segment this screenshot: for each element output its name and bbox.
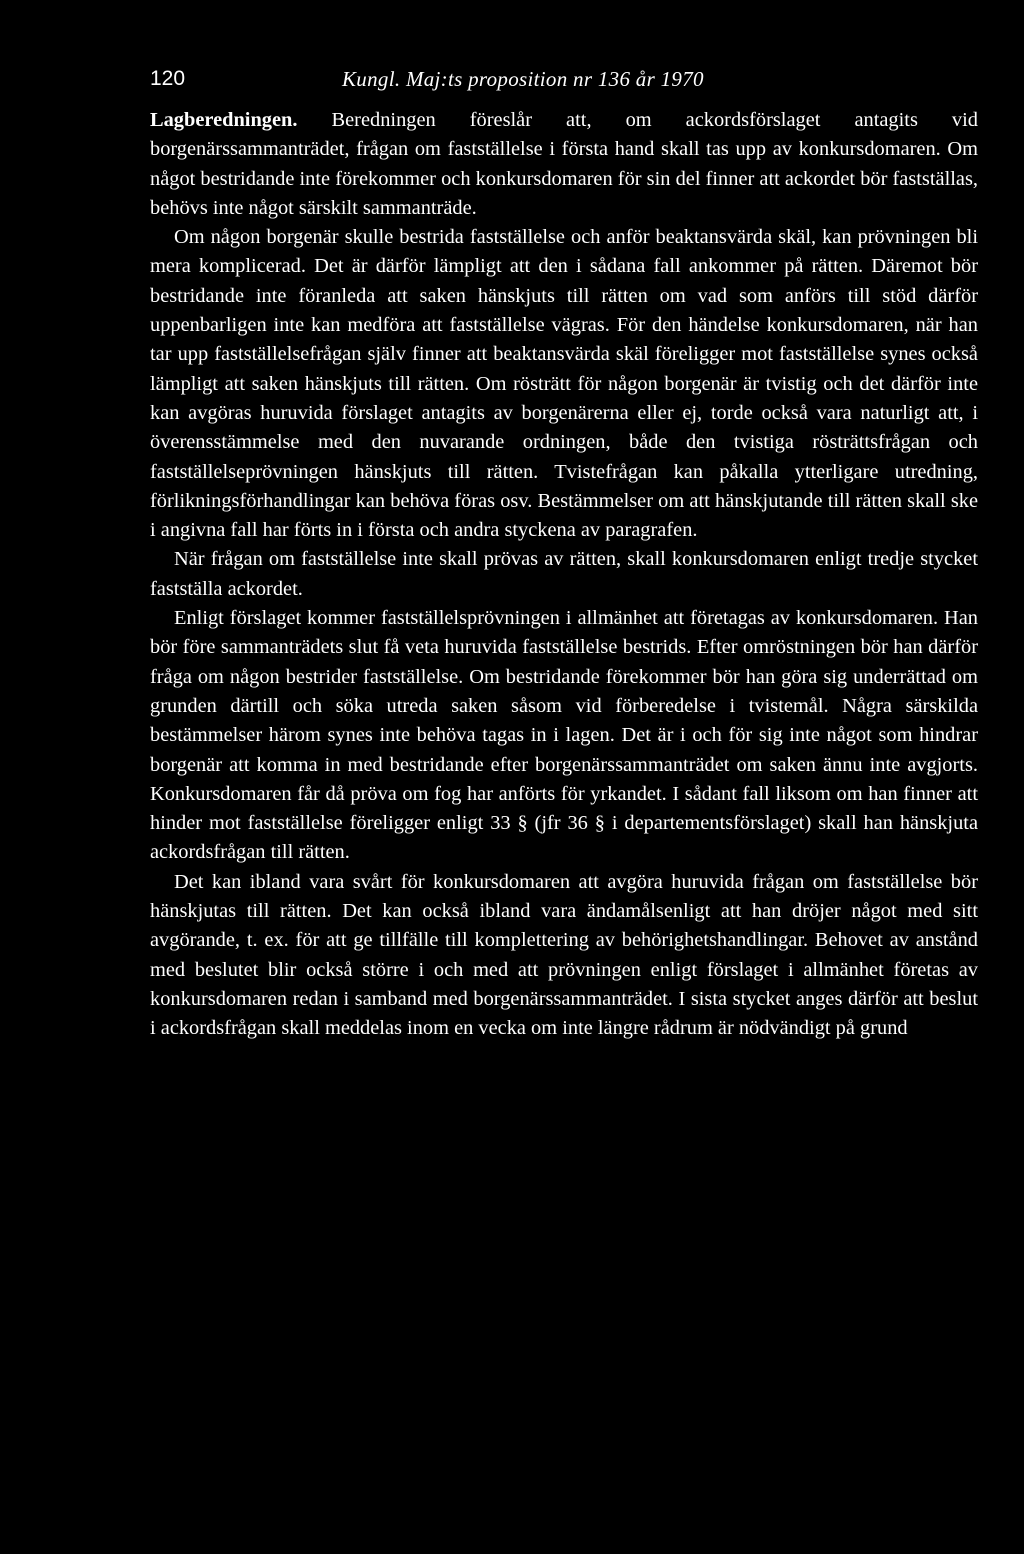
running-title: Kungl. Maj:ts proposition nr 136 år 1970	[342, 67, 704, 91]
paragraph: När frågan om fastställelse inte skall prövas av rätten, skall konkursdomaren enligt tredje stycket fastställa ackordet.	[150, 548, 978, 600]
paragraph: Om någon borgenär skulle bestrida fastställelse och anför beaktansvärda skäl, kan prövningen bli mera komplicerad. Det är därför lämpligt att den i sådana fall ankommer på rätten. Däremot bör bestridande inte föranleda att saken hänskjuts till rätten om vad som anförs till stöd därför uppenbarligen inte kan medföra att fastställelse vägras. För den händelse konkursdomaren, när han tar upp fastställelsefrågan själv finner att beaktansvärda skäl föreligger mot fastställelse synes också lämpligt att saken hänskjuts till rätten. Om rösträtt för någon borgenär är tvistig och det därför inte kan avgöras huruvida förslaget antagits av borgenärerna eller ej, torde också vara naturligt att, i överensstämmelse med den nuvarande ordningen, både den tvistiga rösträttsfrågan och fastställelseprövningen hänskjuts till rätten. Tvistefrågan kan påkalla ytterligare utredning, förlikningsförhandlingar kan behöva föras osv. Bestämmelser om att hänskjutande till rätten skall ske i angivna fall har förts in i första och andra styckena av paragrafen.	[150, 226, 978, 542]
paragraph-text: Beredningen föreslår att, om ackordsförslaget antagits vid borgenärssammanträdet, frågan om fastställelse i första hand skall tas upp av konkursdomaren. Om något bestridande inte förekommer och konkursdomaren för sin del finner att ackordet bör fastställas, behövs inte något särskilt sammanträde.	[150, 109, 978, 219]
page-number: 120	[150, 67, 186, 90]
body-text	[150, 106, 978, 1044]
document-page	[150, 62, 978, 1044]
paragraph: Enligt förslaget kommer fastställelsprövningen i allmänhet att företagas av konkursdomaren. Han bör före sammanträdets slut få veta huruvida fastställelse bestrids. Efter omröstningen bör han därför fråga om någon bestrider fastställelse. Om bestridande förekommer bör han göra sig underrättad om grunden därtill och söka utreda saken såsom vid förberedelse i tvistemål. Några särskilda bestämmelser härom synes inte behöva tagas in i lagen. Det är i och för sig inte något som hindrar borgenär att komma in med bestridande efter borgenärssammanträdet om saken ännu inte avgjorts. Konkursdomaren får då pröva om fog har anförts för yrkandet. I sådant fall liksom om han finner att hinder mot fastställelse föreligger enligt 33 § (jfr 36 § i departementsförslaget) skall han hänskjuta ackordsfrågan till rätten.	[150, 607, 978, 864]
section-lead: Lagberedningen.	[150, 109, 298, 131]
page-header	[150, 62, 978, 96]
paragraph: Det kan ibland vara svårt för konkursdomaren att avgöra huruvida frågan om fastställelse bör hänskjutas till rätten. Det kan också ibland vara ändamålsenligt att han dröjer något med sitt avgörande, t. ex. för att ge tillfälle till komplettering av behörighetshandlingar. Behovet av anstånd med beslutet blir också större i och med att prövningen enligt förslaget i allmänhet företas av konkursdomaren redan i samband med borgenärssammanträdet. I sista stycket anges därför att beslut i ackordsfrågan skall meddelas inom en vecka om inte längre rådrum är nödvändigt på grund	[150, 870, 978, 1040]
paragraph	[150, 106, 978, 223]
